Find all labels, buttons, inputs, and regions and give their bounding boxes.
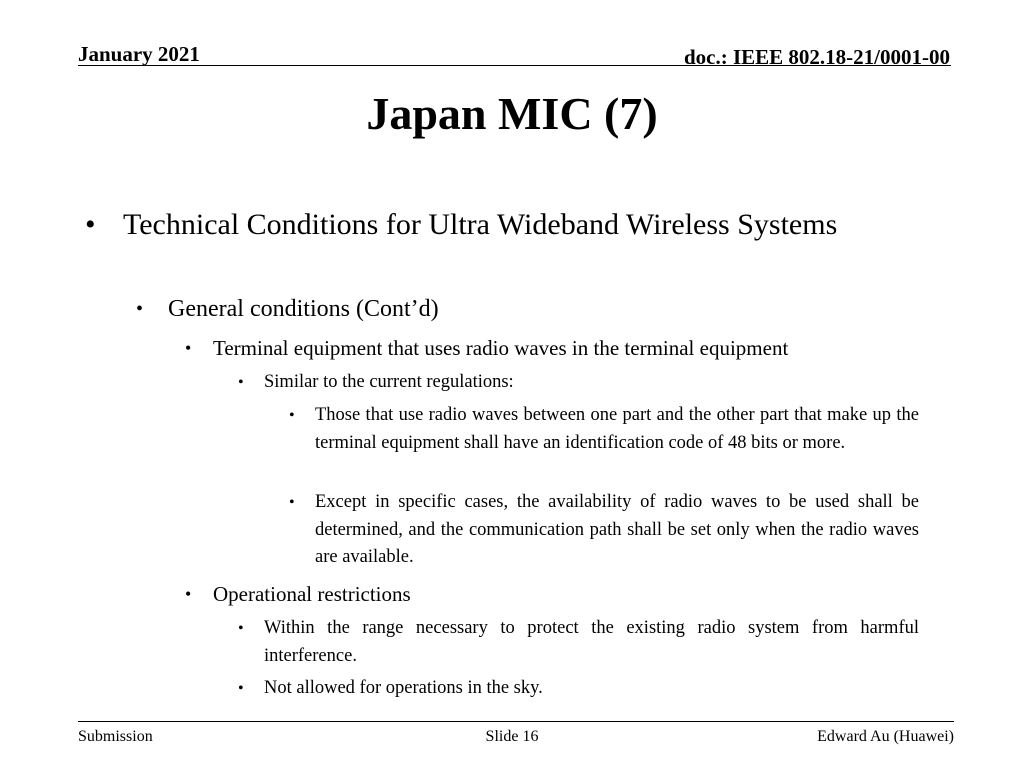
bullet-identification-code: [289, 402, 919, 457]
bullet-dot-icon: •: [185, 338, 192, 358]
bullet-text: Similar to the current regulations:: [264, 372, 514, 392]
header-divider: [78, 65, 951, 66]
bullet-technical-conditions: [85, 204, 919, 246]
bullet-text: Within the range necessary to protect the existing radio system from harmful interference.: [264, 618, 919, 666]
bullet-dot-icon: •: [185, 584, 192, 604]
bullet-terminal-equipment: [185, 333, 919, 363]
bullet-dot-icon: •: [85, 208, 96, 241]
bullet-radio-availability: [289, 489, 919, 572]
footer-author: Edward Au (Huawei): [817, 728, 954, 745]
bullet-text: Terminal equipment that uses radio waves in the terminal equipment: [213, 336, 789, 360]
bullet-text: Those that use radio waves between one part and the other part that make up the terminal equipment shall have an identification code of 48 bits or more.: [315, 405, 919, 453]
header-date: January 2021: [78, 42, 200, 66]
footer-submission: Submission: [78, 728, 153, 745]
bullet-text: Not allowed for operations in the sky.: [264, 678, 543, 698]
bullet-dot-icon: •: [238, 680, 244, 697]
bullet-protect-existing: [238, 615, 919, 670]
bullet-text: Operational restrictions: [213, 582, 411, 606]
bullet-text: General conditions (Cont’d): [168, 296, 439, 322]
footer-divider: [78, 721, 954, 722]
bullet-dot-icon: •: [238, 374, 244, 391]
footer-slide-number: Slide 16: [485, 728, 539, 745]
bullet-general-conditions: [136, 292, 918, 326]
bullet-not-allowed-sky: [238, 675, 919, 703]
bullet-dot-icon: •: [136, 298, 144, 320]
slide-title: Japan MIC (7): [366, 88, 658, 139]
bullet-dot-icon: •: [289, 407, 295, 424]
header-doc-id: doc.: IEEE 802.18-21/0001-00: [683, 45, 950, 69]
bullet-operational-restrictions: [185, 579, 919, 609]
bullet-dot-icon: •: [238, 620, 244, 637]
bullet-text: Technical Conditions for Ultra Wideband Wireless Systems: [123, 208, 838, 241]
bullet-similar-regulations: [238, 369, 919, 397]
bullet-dot-icon: •: [289, 494, 295, 511]
bullet-text: Except in specific cases, the availability of radio waves to be used shall be determined, and the communication path shall be set only when the radio waves are available.: [315, 492, 919, 567]
